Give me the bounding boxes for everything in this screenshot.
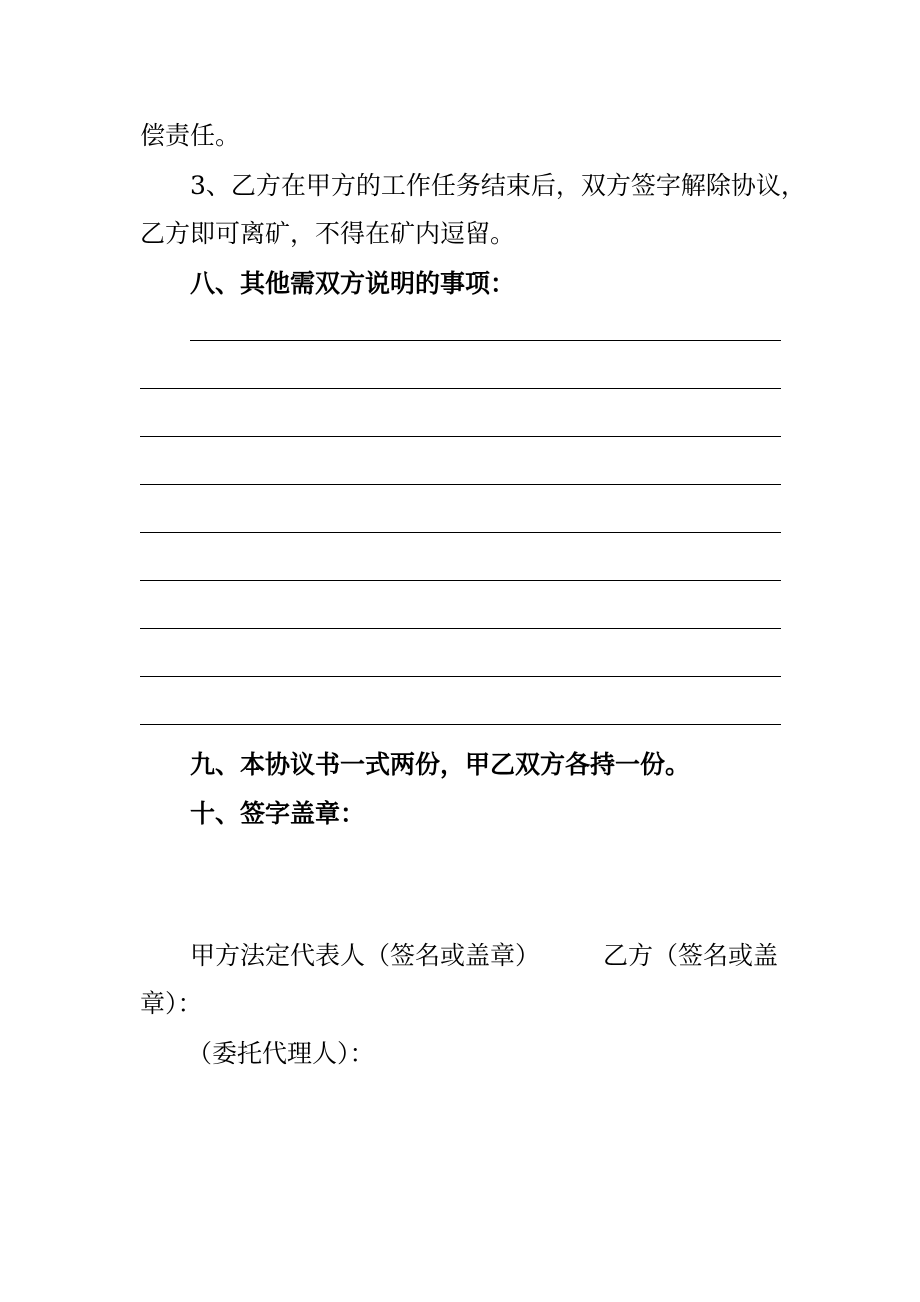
section-8-heading: 八、其他需双方说明的事项：: [190, 269, 516, 298]
clause-3-line-1: 3、乙方在甲方的工作任务结束后，双方签字解除协议，: [190, 171, 806, 200]
blank-line: [140, 388, 781, 389]
party-b-signature-label: 乙方（签名或盖: [603, 941, 779, 970]
agent-signature-label: （委托代理人）：: [187, 1039, 375, 1068]
blank-line: [140, 436, 781, 437]
blank-line: [140, 532, 781, 533]
party-a-signature-label: 甲方法定代表人（签名或盖章）: [190, 941, 541, 970]
blank-line: [140, 676, 781, 677]
continuation-text: 偿责任。: [140, 121, 241, 150]
party-b-signature-label-end: 章）：: [140, 989, 203, 1018]
blank-line: [140, 628, 781, 629]
blank-line: [140, 580, 781, 581]
section-9-heading: 九、本协议书一式两份，甲乙双方各持一份。: [190, 750, 691, 779]
clause-3-line-2: 乙方即可离矿，不得在矿内逗留。: [140, 219, 516, 248]
blank-line: [190, 340, 781, 341]
blank-line: [140, 724, 781, 725]
section-10-heading: 十、签字盖章：: [190, 799, 366, 828]
blank-line: [140, 484, 781, 485]
